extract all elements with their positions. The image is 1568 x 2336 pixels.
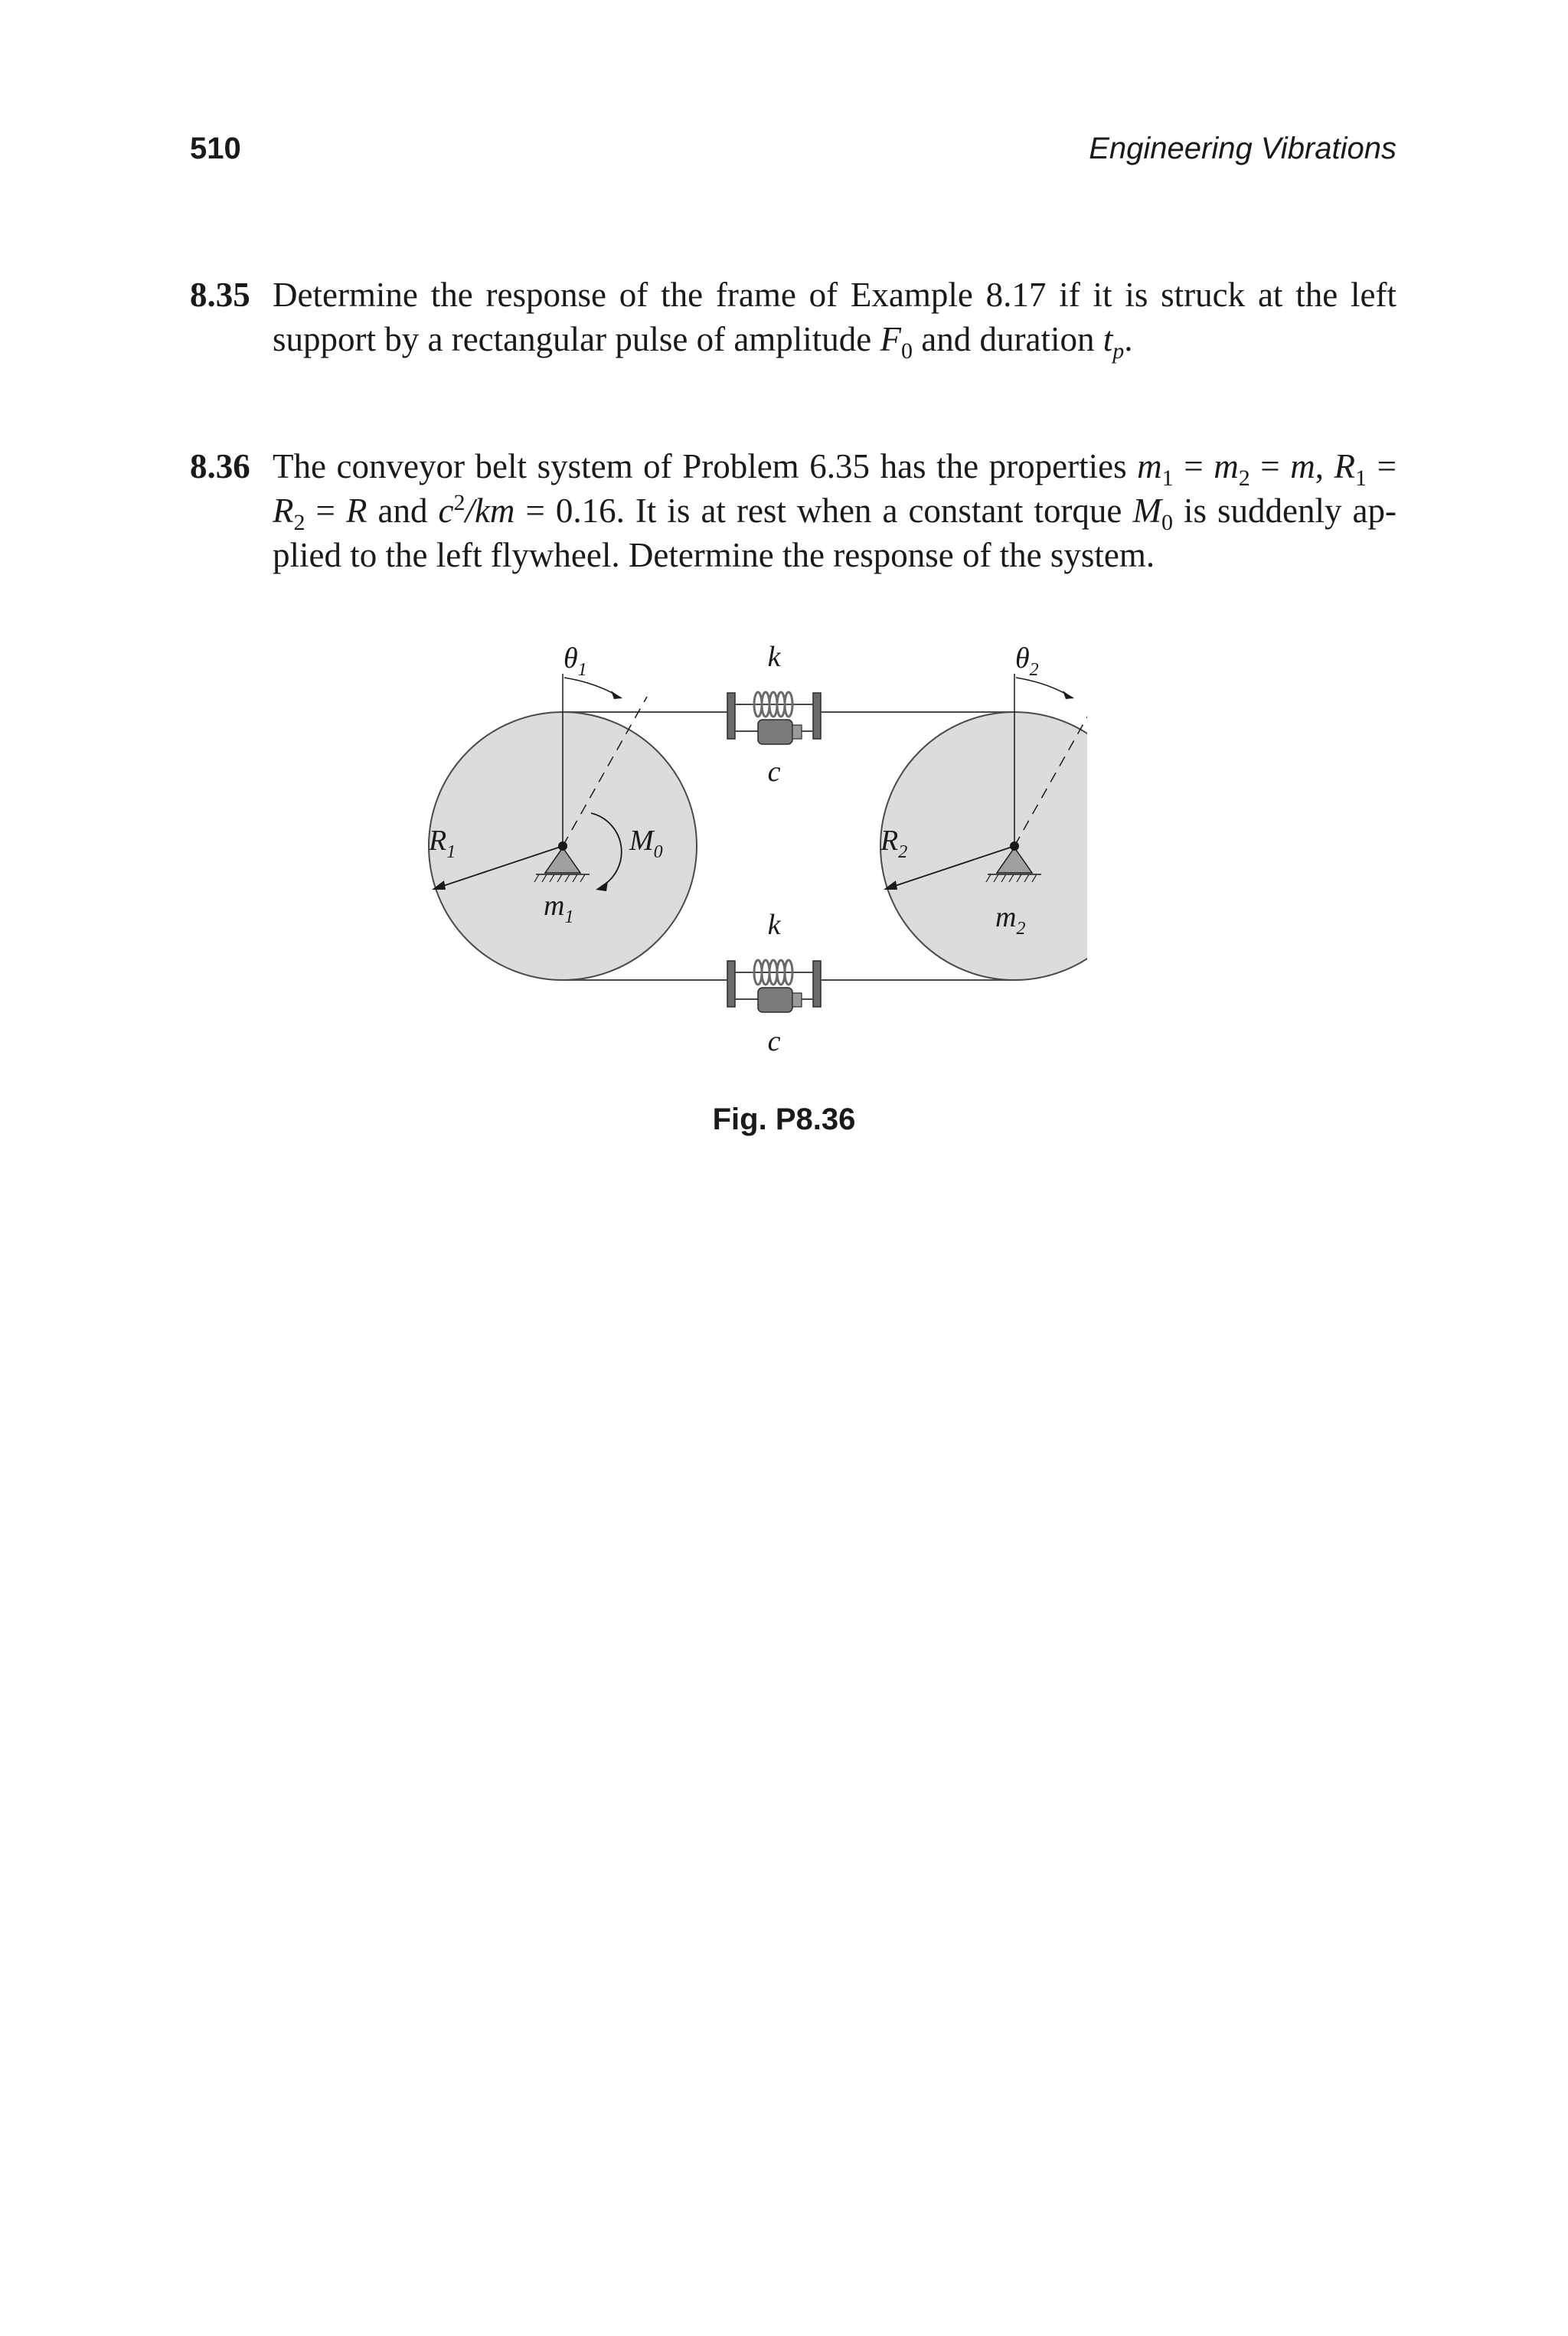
figure-caption: Fig. P8.36 [712,1103,856,1136]
label-R1: $R_1$ [429,825,456,862]
problem-8-35 [190,273,1396,364]
problem-line: The conveyor belt system of Problem 6.35 has the properties $m_1 = m_2 = m$, $R_1$ = [273,447,1396,491]
label-theta2: $\theta_2$ [1015,642,1039,680]
label-c-bottom: c [767,1025,781,1057]
left-pin [558,841,567,851]
problem-8-36 [190,444,1396,577]
label-c-top: c [767,756,781,788]
right-flywheel [880,712,1087,980]
problem-line: Determine the response of the frame of Example 8.17 if it is struck at the left [273,276,1396,314]
label-R2: $R_2$ [880,825,908,862]
problem-line: $R_2 = R$ and $c^2/km = 0.16$. It is at rest when a constant torque $M_0$ is suddenly ap- [273,490,1396,535]
label-k-bottom: k [767,909,781,941]
label-theta1: $\theta_1$ [564,642,587,680]
problem-text [273,444,1396,577]
problem-number: 8.35 [190,276,250,314]
arrow-head-icon [1063,691,1073,699]
top-spring-damper [721,692,827,744]
problem-line: plied to the left flywheel. Determine the response of the system. [273,536,1155,574]
problem-number: 8.36 [190,447,250,485]
label-k-top: k [767,641,781,673]
arrow-head-icon [611,691,622,699]
label-m1: $m_1$ [544,890,574,927]
bottom-spring-damper [721,960,827,1012]
problem-line: support by a rectangular pulse of amplitude $F_0$ and duration $t_p$. [273,320,1133,364]
running-title: Engineering Vibrations [1089,132,1396,165]
label-M0: $M_0$ [629,825,663,862]
page-number: 510 [190,132,241,165]
label-m2: $m_2$ [995,901,1026,939]
problem-text [273,273,1396,364]
conveyor-belt-figure [413,620,1087,1087]
right-pin [1010,841,1019,851]
